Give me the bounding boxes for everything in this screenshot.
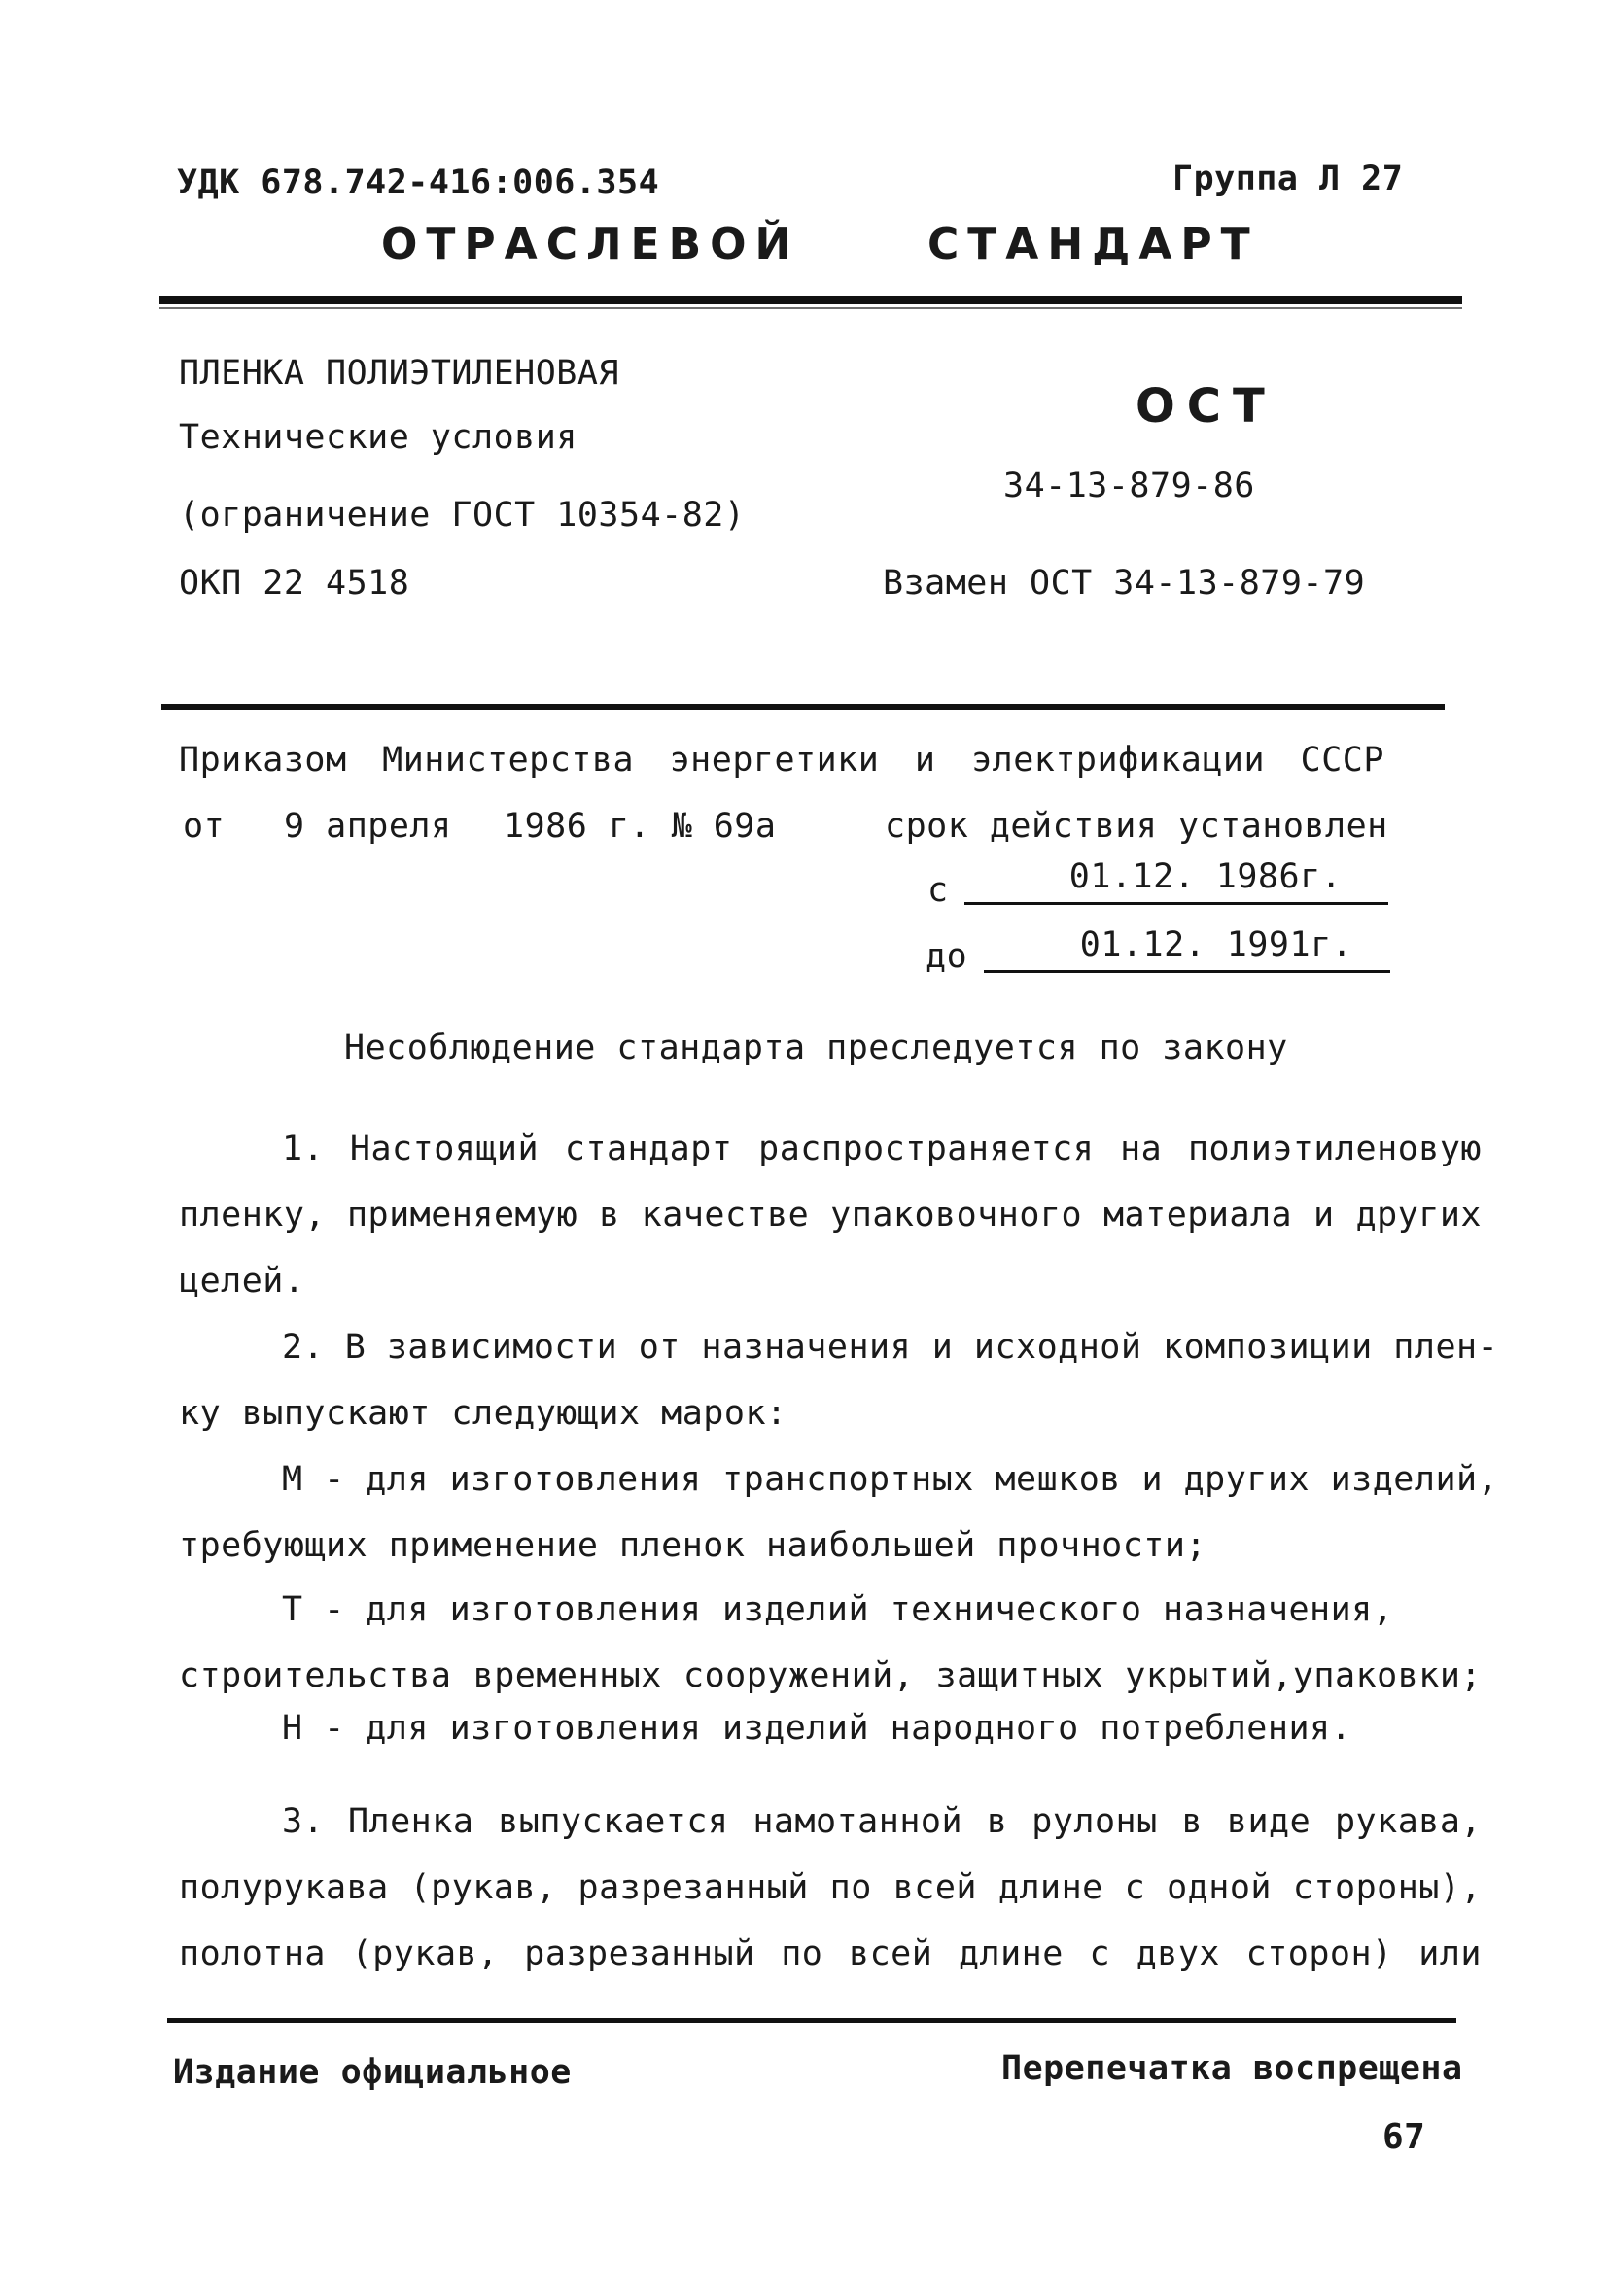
footer-rule [167,2018,1456,2023]
mark-t-line: Т - для изготовления изделий технического назначения, [282,1590,1394,1629]
paragraph-2-line: ку выпускают следующих марок: [179,1394,787,1433]
product-restriction: (ограничение ГОСТ 10354-82) [179,496,746,535]
order-word-5: электрификации [971,741,1266,780]
order-word-6: СССР [1300,741,1384,780]
group-code: Группа Л 27 [1172,159,1404,198]
mark-m-line: М - для изготовления транспортных мешков и других изделий, [282,1460,1499,1499]
valid-from-date [964,857,1388,905]
header-rule-thin [159,307,1462,309]
order-line [179,741,1384,780]
page-number: 67 [1382,2117,1426,2157]
mark-t-line: строительства временных сооружений, защитных укрытий,упаковки; [179,1656,1482,1695]
edition-official: Издание официальное [173,2053,572,2092]
paragraph-3-line: полурукава (рукав, разрезанный по всей длине с одной стороны), [179,1868,1482,1907]
mark-m-line: требующих применение пленок наибольшей прочности; [179,1526,1207,1565]
order-from-label: от [183,807,226,846]
product-name: ПЛЕНКА ПОЛИЭТИЛЕНОВАЯ [179,354,620,393]
valid-to-date [984,925,1390,973]
valid-to-label: до [926,937,968,976]
order-word-4: и [914,741,936,780]
legal-warning: Несоблюдение стандарта преследуется по закону [344,1028,1288,1067]
ost-number: 34-13-879-86 [1003,467,1255,505]
paragraph-3-line: полотна (рукав, разрезанный по всей длине с двух сторон) или [179,1934,1482,1973]
udk-code: УДК 678.742-416:006.354 [177,163,660,202]
reprint-prohibited: Перепечатка воспрещена [1001,2049,1463,2088]
paragraph-1-line: пленку, применяемую в качестве упаковочного материала и других [179,1196,1482,1235]
order-word-1: Приказом [179,741,347,780]
paragraph-1 [179,1116,1482,1314]
paragraph-2-line: 2. В зависимости от назначения и исходной композиции плен- [282,1328,1499,1367]
ost-abbreviation: ОСТ [1136,379,1276,434]
mark-m [179,1446,1499,1579]
okp-code: ОКП 22 4518 [179,564,410,603]
product-subtitle: Технические условия [179,418,577,457]
order-date: 9 апреля [284,807,452,846]
valid-from-value: 01.12. 1986г. [1068,857,1343,896]
mark-n: Н - для изготовления изделий народного потребления. [282,1709,1352,1748]
standard-title-right: СТАНДАРТ [927,220,1259,269]
standard-title-left: ОТРАСЛЕВОЙ [381,220,800,269]
header-rule [159,296,1462,304]
order-word-3: энергетики [669,741,880,780]
paragraph-1-line: целей. [179,1262,305,1301]
order-year-number: 1986 г. № 69а [504,807,777,846]
validity-label: срок действия установлен [885,807,1388,846]
paragraph-3 [179,1789,1482,1987]
designation-rule [161,704,1445,710]
paragraph-1-line: 1. Настоящий стандарт распространяется на полиэтиленовую [282,1130,1482,1168]
paragraph-2 [179,1314,1499,1446]
valid-to-value: 01.12. 1991г. [1079,925,1353,964]
replaces-standard: Взамен ОСТ 34-13-879-79 [883,564,1366,603]
paragraph-3-line: 3. Пленка выпускается намотанной в рулоны в виде рукава, [282,1802,1482,1841]
valid-from-label: с [927,871,949,910]
order-word-2: Министерства [382,741,635,780]
mark-t [179,1577,1482,1709]
